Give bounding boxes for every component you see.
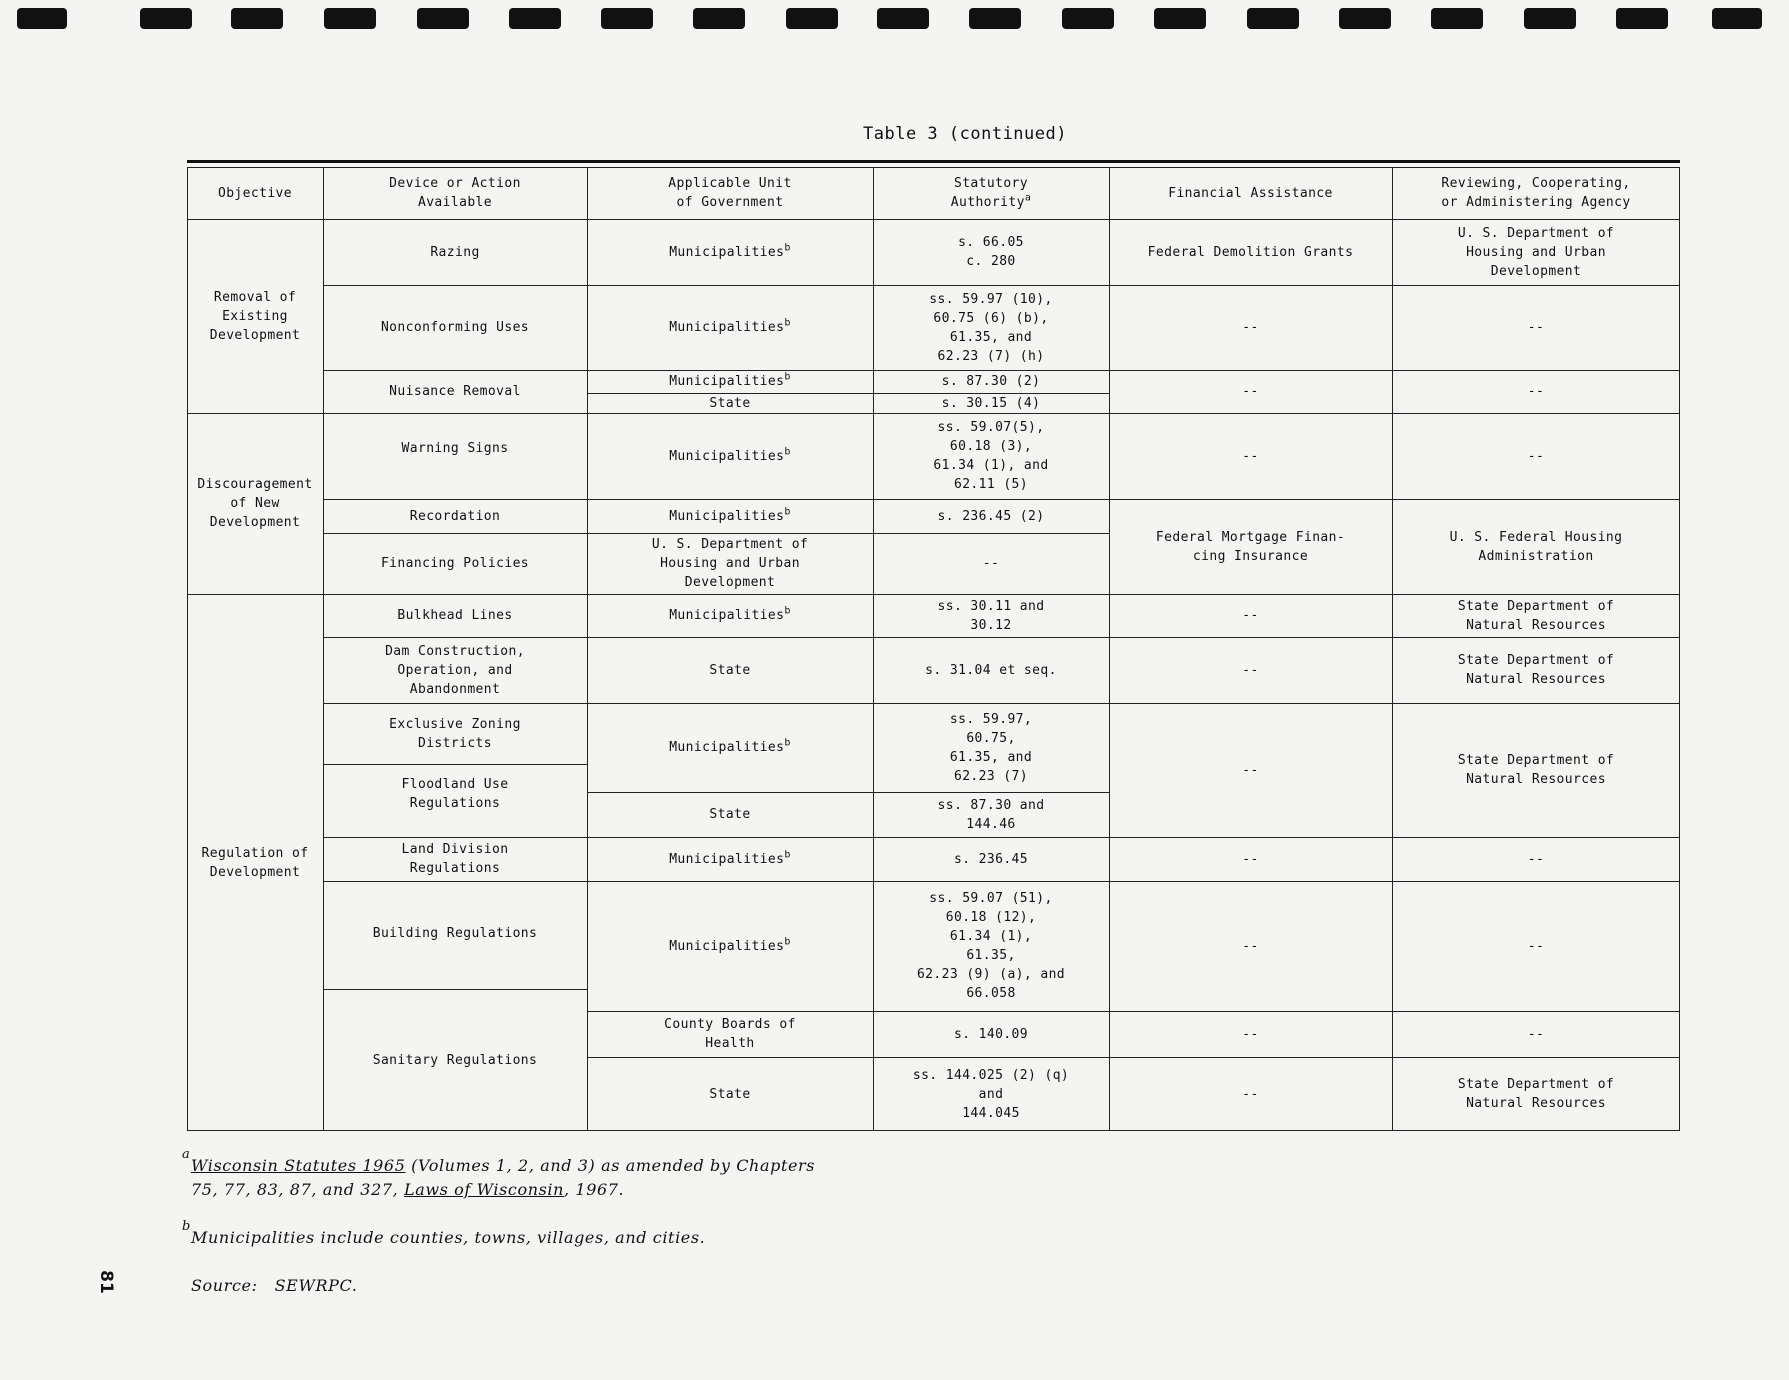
binder-hole <box>877 8 929 29</box>
financial-building: -- <box>1242 938 1259 954</box>
statute-recordation: s. 236.45 (2) <box>937 508 1045 524</box>
header-unit: Applicable Unit of Government <box>668 176 792 210</box>
device-exclusive-zoning: Exclusive Zoning Districts <box>389 716 521 751</box>
financial-sanitary-state: -- <box>1242 1086 1259 1102</box>
device-bulkhead: Bulkhead Lines <box>397 608 513 623</box>
footnote-b-marker: b <box>784 936 791 948</box>
unit-label: Municipalities <box>669 508 785 524</box>
footnote-a-title: Wisconsin Statutes 1965 <box>191 1156 406 1175</box>
binder-hole <box>1062 8 1114 29</box>
binder-hole <box>1524 8 1576 29</box>
footnote-b-mark: b <box>182 1219 191 1234</box>
statute-financing: -- <box>982 556 1000 571</box>
unit-nonconforming <box>587 285 873 370</box>
statute-razing: s. 66.05 c. 280 <box>958 235 1024 269</box>
financial-bulkhead: -- <box>1242 608 1259 623</box>
footnote-a-text2: 75, 77, 83, 87, and 327, <box>191 1180 405 1199</box>
financial-sanitary-county: -- <box>1242 1026 1259 1042</box>
binder-hole <box>17 8 67 29</box>
footnote-b-marker: b <box>784 605 791 617</box>
device-sanitary: Sanitary Regulations <box>372 1052 538 1068</box>
footnote-b-marker: b <box>784 737 791 749</box>
binder-hole <box>786 8 838 29</box>
unit-recordation <box>587 499 873 533</box>
binder-hole <box>324 8 376 29</box>
agency-fha: U. S. Federal Housing Administration <box>1449 529 1623 564</box>
unit-land-division <box>587 837 873 881</box>
footnote-a-text3: , 1967. <box>564 1180 625 1199</box>
footnote-b-marker: b <box>784 506 791 518</box>
binder-hole <box>1712 8 1762 29</box>
financial-zoning: -- <box>1242 762 1259 778</box>
header-financial: Financial Assistance <box>1168 185 1333 201</box>
unit-label: Municipalities <box>669 608 785 623</box>
statute-sanitary-state: ss. 144.025 (2) (q) and 144.045 <box>912 1067 1070 1121</box>
unit-building <box>587 881 873 1011</box>
agency-dam: State Department of Natural Resources <box>1457 653 1615 687</box>
financial-nuisance: -- <box>1242 384 1259 399</box>
title-rule <box>187 160 1680 163</box>
footnote-a <box>191 1154 815 1202</box>
unit-zoning-municipal <box>587 703 873 792</box>
device-nonconforming: Nonconforming Uses <box>380 320 530 335</box>
financial-warning: -- <box>1242 448 1259 464</box>
source-note: Source: SEWRPC. <box>191 1276 358 1295</box>
statute-bulkhead: ss. 30.11 and 30.12 <box>937 598 1045 633</box>
agency-nonconforming: -- <box>1527 320 1545 335</box>
statute-building: ss. 59.07 (51), 60.18 (12), 61.34 (1), 61.35, 62.23 (9) (a), and 66.058 <box>916 891 1066 1001</box>
agency-nuisance: -- <box>1527 384 1545 399</box>
device-land-division: Land Division Regulations <box>401 842 509 876</box>
statute-nuisance-state: s. 30.15 (4) <box>941 395 1041 411</box>
objective-removal: Removal of Existing Development <box>209 289 301 343</box>
footnote-b-marker: b <box>784 242 791 254</box>
unit-zoning-state: State <box>709 807 751 822</box>
header-device: Device or Action Available <box>389 176 521 210</box>
footnote-a-mark: a <box>182 1147 190 1162</box>
binder-hole <box>1154 8 1206 29</box>
agency-sanitary-county: -- <box>1527 1026 1545 1042</box>
binder-hole <box>693 8 745 29</box>
device-warning: Warning Signs <box>401 440 509 456</box>
unit-dam: State <box>709 662 751 678</box>
agency-building: -- <box>1527 938 1545 954</box>
unit-label: Municipalities <box>669 448 785 464</box>
unit-label: Municipalities <box>669 938 785 954</box>
unit-label: Municipalities <box>669 374 785 389</box>
header-statute <box>873 167 1109 219</box>
financial-mortgage: Federal Mortgage Finan- cing Insurance <box>1155 529 1346 564</box>
device-razing: Razing <box>430 244 480 260</box>
unit-label: Municipalities <box>669 320 785 335</box>
device-floodland: Floodland Use Regulations <box>401 777 509 811</box>
statute-warning: ss. 59.07(5), 60.18 (3), 61.34 (1), and 62.11 (5) <box>933 420 1049 492</box>
agency-land-division: -- <box>1527 851 1545 867</box>
table-title: Table 3 (continued) <box>863 124 1067 144</box>
binder-hole <box>969 8 1021 29</box>
financial-dam: -- <box>1242 662 1259 678</box>
device-dam: Dam Construction, Operation, and Abandonment <box>385 643 525 697</box>
footnote-b-marker: b <box>784 317 791 329</box>
statute-sanitary-county: s. 140.09 <box>953 1026 1029 1042</box>
binder-hole <box>231 8 283 29</box>
header-objective: Objective <box>217 185 293 201</box>
device-recordation: Recordation <box>409 508 501 524</box>
unit-sanitary-county: County Boards of Health <box>664 1017 796 1051</box>
unit-nuisance-state: State <box>709 395 751 411</box>
footnote-a-laws: Laws of Wisconsin <box>404 1180 565 1199</box>
unit-bulkhead <box>587 594 873 637</box>
binder-hole <box>509 8 561 29</box>
unit-razing <box>587 219 873 285</box>
statute-zoning-municipal: ss. 59.97, 60.75, 61.35, and 62.23 (7) <box>949 711 1033 784</box>
financial-nonconforming: -- <box>1242 320 1259 335</box>
footnote-b: Municipalities include counties, towns, villages, and cities. <box>191 1228 706 1247</box>
agency-razing: U. S. Department of Housing and Urban Development <box>1457 225 1615 279</box>
binder-hole <box>417 8 469 29</box>
statute-nonconforming: ss. 59.97 (10), 60.75 (6) (b), 61.35, and 62.23 (7) (h) <box>929 291 1053 364</box>
statute-land-division: s. 236.45 <box>953 851 1029 867</box>
device-financing: Financing Policies <box>380 556 530 571</box>
binder-hole <box>1247 8 1299 29</box>
unit-warning <box>587 413 873 499</box>
device-building: Building Regulations <box>372 925 538 941</box>
unit-financing: U. S. Department of Housing and Urban Development <box>651 537 809 590</box>
statute-nuisance-municipal: s. 87.30 (2) <box>941 374 1041 389</box>
header-agency: Reviewing, Cooperating, or Administering Agency <box>1441 176 1631 210</box>
header-statute-label: Statutory Authority <box>950 176 1029 210</box>
device-nuisance: Nuisance Removal <box>389 384 521 399</box>
agency-sanitary-state: State Department of Natural Resources <box>1457 1077 1615 1111</box>
binder-hole <box>1616 8 1668 29</box>
footnote-b-marker: b <box>784 849 791 861</box>
page-number: 81 <box>95 1270 116 1294</box>
agency-warning: -- <box>1527 448 1545 464</box>
agency-bulkhead: State Department of Natural Resources <box>1457 598 1615 633</box>
objective-discouragement: Discouragement of New Development <box>197 477 313 530</box>
financial-land-division: -- <box>1242 851 1259 867</box>
financial-razing: Federal Demolition Grants <box>1147 244 1354 260</box>
binder-hole <box>1339 8 1391 29</box>
unit-label: Municipalities <box>669 740 785 755</box>
unit-sanitary-state: State <box>709 1086 751 1102</box>
unit-label: Municipalities <box>669 851 785 867</box>
objective-regulation: Regulation of Development <box>201 845 309 880</box>
footnote-b-marker: b <box>784 371 791 383</box>
footnote-b-marker: b <box>784 446 791 458</box>
unit-label: Municipalities <box>669 244 785 260</box>
binder-hole <box>140 8 192 29</box>
binder-hole <box>601 8 653 29</box>
agency-zoning: State Department of Natural Resources <box>1457 753 1615 787</box>
statute-zoning-state: ss. 87.30 and 144.46 <box>937 797 1045 832</box>
footnote-a-text1: (Volumes 1, 2, and 3) as amended by Chapters <box>405 1156 816 1175</box>
statute-dam: s. 31.04 et seq. <box>925 662 1057 678</box>
unit-nuisance-municipal <box>587 370 873 393</box>
footnote-a-marker: a <box>1024 192 1032 204</box>
binder-hole <box>1431 8 1483 29</box>
